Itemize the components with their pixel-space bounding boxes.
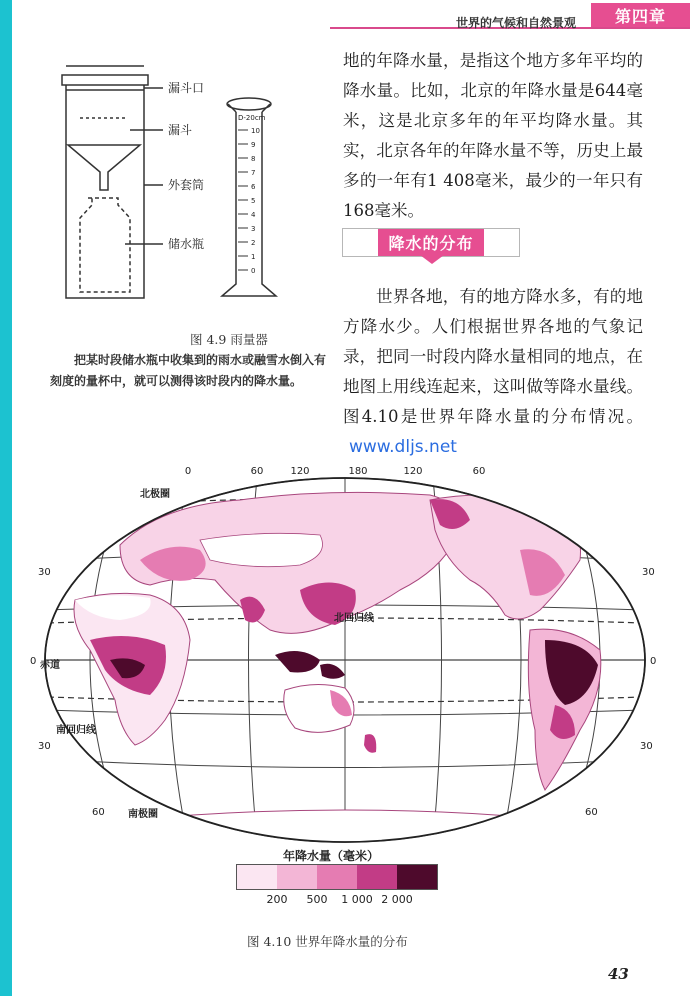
legend-tick-label: 2 000 [381, 893, 413, 906]
antarctic-circle-label: 南极圈 [128, 809, 158, 820]
lat-label: 30 [38, 567, 51, 578]
legend-swatch [277, 865, 317, 889]
lat-label: 0 [650, 656, 657, 667]
paragraph-2-text: 世界各地，有的地方降水多，有的地方降水少。人们根据世界各地的气象记录，把同一时段内降水量相同的地点，在地图上用线连起来，这叫做等降水量线。图4.10是世界年降水量的分布情况。 [343, 287, 643, 426]
figure-4-9-description: 把某时段储水瓶中收集到的雨水或融雪水倒入有刻度的量杯中，就可以测得该时段内的降水量。 [50, 353, 327, 388]
lat-label: 30 [640, 741, 653, 752]
scale-number: 8 [251, 155, 256, 163]
tropic-of-capricorn-label: 南回归线 [56, 725, 96, 736]
figure-4-9-caption: 图 4.9 雨量器 [190, 332, 268, 347]
legend-swatch [397, 865, 437, 889]
scale-number: 3 [251, 225, 256, 233]
label-outer-tube: 外套筒 [168, 178, 205, 192]
legend-tick-label: 500 [306, 893, 328, 906]
scale-number: 5 [251, 197, 256, 205]
lat-label: 60 [92, 807, 105, 818]
lon-label: 180 [348, 466, 368, 477]
watermark-url: www.dljs.net [349, 437, 457, 457]
scale-number: 6 [251, 183, 256, 191]
lon-label: 0 [184, 466, 192, 477]
legend-title: 年降水量（毫米） [283, 849, 380, 863]
arctic-circle-label: 北极圈 [140, 489, 170, 500]
header-subtitle: 世界的气候和自然景观 [456, 16, 577, 30]
legend-tick-label: 200 [266, 893, 288, 906]
label-funnel-mouth: 漏斗口 [168, 81, 205, 95]
scale-number: 2 [251, 239, 256, 247]
scale-number: 0 [251, 267, 256, 275]
scale-number: 4 [251, 211, 256, 219]
legend-swatch [237, 865, 277, 889]
cylinder-label: D-20cm [238, 114, 266, 122]
paragraph-1-text: 地的年降水量，是指这个地方多年平均的降水量。比如，北京的年降水量是644毫米，这是北京多年的年平均降水量。其实，北京各年的年降水量不等，历史上最多的一年有1 408毫米，最少的一年只有168毫米。 [343, 51, 643, 220]
scale-number: 1 [251, 253, 256, 261]
label-funnel: 漏斗 [168, 123, 193, 137]
lat-label: 30 [642, 567, 655, 578]
legend-swatch [317, 865, 357, 889]
equator-label: 赤道 [40, 660, 60, 671]
page-number: 43 [608, 965, 629, 983]
legend-swatch [357, 865, 397, 889]
scale-number: 9 [251, 141, 256, 149]
figure-4-10-caption: 图 4.10 世界年降水量的分布 [247, 934, 408, 949]
lat-label: 0 [30, 656, 37, 667]
label-bottle: 储水瓶 [168, 237, 205, 251]
lon-label: 120 [290, 466, 310, 477]
scale-number: 10 [251, 127, 260, 135]
lon-label: 120 [403, 466, 423, 477]
legend-tick-label: 1 000 [341, 893, 373, 906]
legend-bar [236, 864, 438, 890]
lat-label: 60 [585, 807, 598, 818]
chapter-badge: 第四章 [591, 3, 690, 27]
scale-number: 7 [251, 169, 256, 177]
lon-label: 60 [472, 466, 486, 477]
section-title: 降水的分布 [378, 229, 483, 256]
lon-label: 60 [250, 466, 264, 477]
lat-label: 30 [38, 741, 51, 752]
tropic-of-cancer-label: 北回归线 [334, 613, 374, 624]
